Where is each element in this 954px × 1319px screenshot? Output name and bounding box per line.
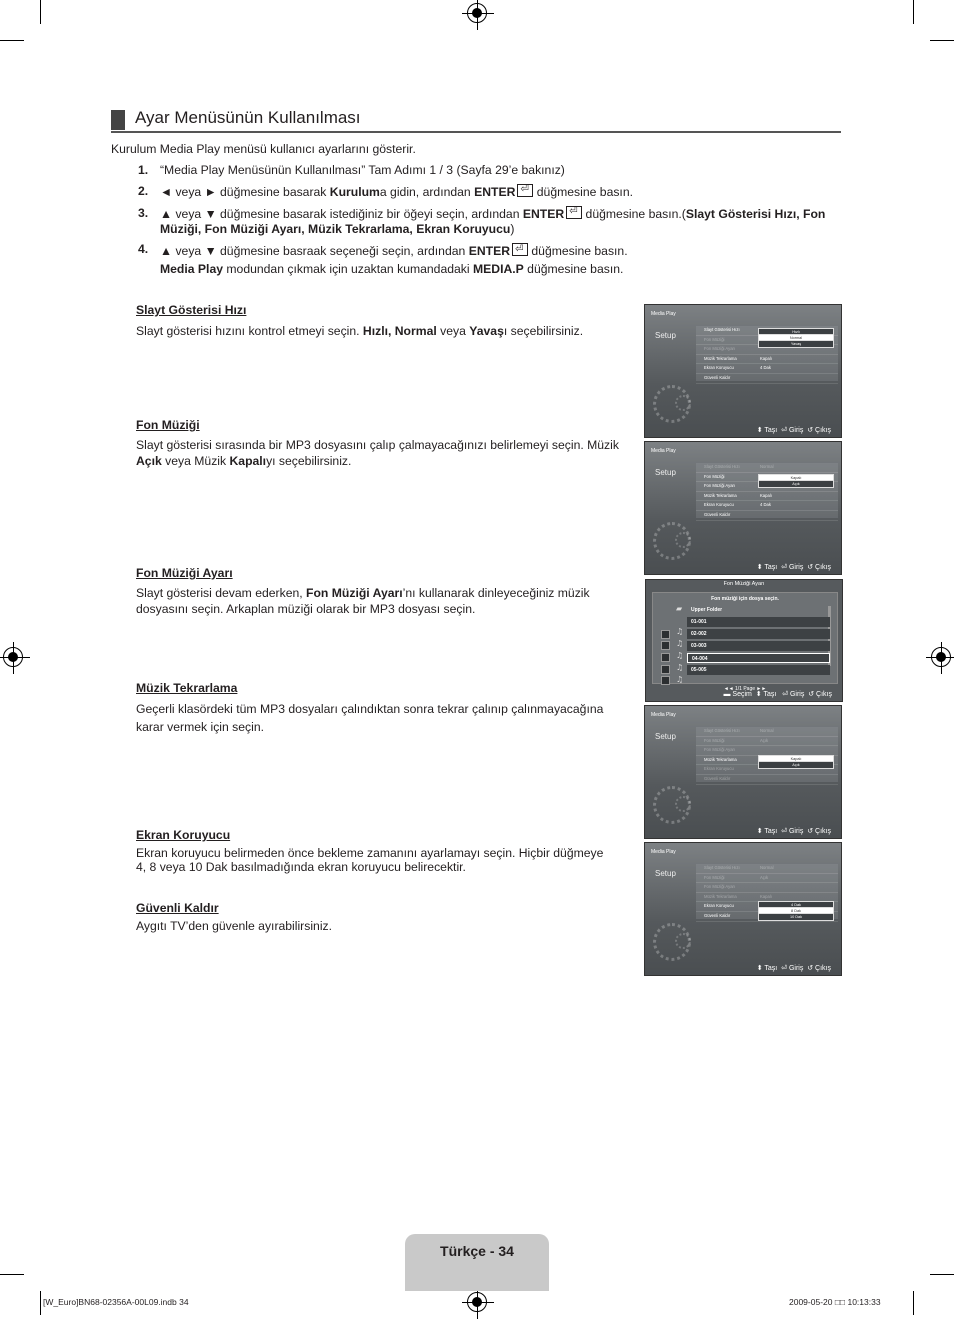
- osd-footer: ⬍ Taşı ⏎ Giriş ↺ Çıkış: [756, 965, 831, 972]
- checkbox[interactable]: [661, 665, 670, 674]
- menu-item[interactable]: Fon Müziği Ayarı: [696, 482, 838, 492]
- page-number-tab: [405, 1234, 549, 1291]
- menu-item[interactable]: Güvenli Kaldır: [696, 511, 838, 521]
- checkbox[interactable]: [661, 630, 670, 639]
- step-text: “Media Play Menüsünün Kullanılması” Tam Adımı 1 / 3 (Sayfa 29’e bakınız): [160, 163, 565, 177]
- step-text: ◄ veya ► düğmesine basarak Kuruluma gidin, ardından ENTER⏎ düğmesine basın.: [160, 184, 633, 200]
- enter-icon: [566, 206, 582, 219]
- page-number: Türkçe - 34: [440, 1243, 514, 1259]
- setup-label: Setup: [655, 331, 676, 340]
- step-number: 1.: [138, 163, 149, 177]
- section-heading: Slayt Gösterisi Hızı: [136, 303, 247, 317]
- page-indicator: ◄◄ 1/1 Page ►►: [723, 686, 767, 692]
- option-slow[interactable]: Yavaş: [758, 340, 834, 348]
- crop-mark: [40, 1291, 41, 1315]
- title-rule: [111, 131, 841, 133]
- section-heading: Fon Müziği Ayarı: [136, 566, 233, 580]
- menu-item[interactable]: Fon Müziği Açık: [696, 737, 838, 747]
- setup-menu: [696, 727, 838, 782]
- osd-screen-music-file-select: [645, 579, 843, 702]
- section-heading: Müzik Tekrarlama: [136, 681, 238, 695]
- enter-icon: [512, 243, 528, 256]
- section-text: Geçerli klasördeki tüm MP3 dosyaları çalındıktan sonra tekrar çalınıp çalınmayacağına karar vermek için seçin.: [136, 702, 604, 734]
- menu-item[interactable]: Müzik Tekrarlama Kapalı: [696, 492, 838, 502]
- section-heading: Fon Müziği: [136, 418, 200, 432]
- section-heading: Güvenli Kaldır: [136, 901, 219, 915]
- option-4-min[interactable]: 4 Dak: [758, 901, 834, 909]
- menu-item[interactable]: Slayt Gösterisi Hızı Normal: [696, 727, 838, 737]
- file-item[interactable]: 01-001: [687, 617, 830, 627]
- option-normal[interactable]: Normal: [758, 334, 834, 342]
- section-text: Slayt gösterisi sırasında bir MP3 dosyasını çalıp çalmayacağınızı belirlemeyi seçin. Müzik Açık veya Müzik Kapalıyı seçebilirsiniz.: [136, 438, 619, 468]
- media-play-logo: Media Play: [651, 311, 676, 317]
- folder-icon: ▰: [676, 604, 683, 613]
- gear-icon: [675, 395, 691, 411]
- print-footer-left: [W_Euro]BN68-02356A-00L09.indb 34: [43, 1297, 189, 1307]
- gear-icon: [675, 796, 691, 812]
- section-text: Ekran koruyucu belirmeden önce bekleme zamanını ayarlamayı seçin. Hiçbir düğmeye 4, 8 veya 10 Dak basılmadığında ekran koruyucu belirecektir.: [136, 846, 604, 874]
- step-number: 3.: [138, 206, 149, 220]
- menu-item[interactable]: Güvenli Kaldır: [696, 374, 838, 384]
- osd-footer: ▬ Seçim ⬍ Taşı ⏎ Giriş ↺ Çıkış: [723, 691, 832, 698]
- page-title: Ayar Menüsünün Kullanılması: [135, 108, 361, 127]
- osd-screen-music-repeat: [644, 705, 842, 839]
- crop-mark: [0, 40, 24, 41]
- checkbox[interactable]: [661, 653, 670, 662]
- menu-item[interactable]: Müzik Tekrarlama: [696, 756, 838, 766]
- step-number: 4.: [138, 242, 149, 256]
- section-text: Slayt gösterisi hızını kontrol etmeyi seçin. Hızlı, Normal veya Yavaşı seçebilirsiniz.: [136, 324, 584, 338]
- gear-icon: [675, 933, 691, 949]
- menu-item[interactable]: Fon Müziği: [696, 336, 838, 346]
- music-note-icon: ♫: [676, 663, 684, 672]
- menu-item[interactable]: Ekran Koruyucu 4 Dak: [696, 364, 838, 374]
- upper-folder-item[interactable]: Upper Folder: [691, 607, 723, 613]
- music-note-icon: ♫: [676, 675, 684, 684]
- osd-footer: ⬍ Taşı ⏎ Giriş ↺ Çıkış: [756, 427, 831, 434]
- section-heading: Ekran Koruyucu: [136, 828, 231, 842]
- menu-item[interactable]: Ekran Koruyucu 4 Dak: [696, 501, 838, 511]
- crop-mark: [0, 1274, 24, 1275]
- step-text: ▲ veya ▼ düğmesine basraak seçeneği seçin, ardından ENTER⏎ düğmesine basın. Media Play modundan çıkmak için uzaktan kumandadaki MEDIA.P düğmesine basın.: [160, 242, 628, 278]
- file-list: [652, 592, 838, 692]
- music-note-icon: ♫: [676, 627, 684, 636]
- setup-label: Setup: [655, 869, 676, 878]
- setup-label: Setup: [655, 732, 676, 741]
- menu-item[interactable]: Güvenli Kaldır: [696, 775, 838, 785]
- crop-mark: [40, 0, 41, 24]
- option-fast[interactable]: Hızlı: [758, 328, 834, 336]
- file-item[interactable]: 03-003: [687, 641, 830, 651]
- menu-item[interactable]: Müzik Tekrarlama Kapalı: [696, 355, 838, 365]
- menu-item[interactable]: Slayt Gösterisi Hızı Normal: [696, 463, 838, 473]
- menu-item[interactable]: Fon Müziği Ayarı: [696, 345, 838, 355]
- menu-item[interactable]: Fon Müziği Ayarı: [696, 746, 838, 756]
- registration-mark-icon: [3, 647, 23, 667]
- setup-menu: [696, 463, 838, 518]
- file-dialog-title: Fon Müziği Ayarı: [723, 581, 765, 587]
- media-play-logo: Media Play: [651, 849, 676, 855]
- music-note-icon: ♫: [676, 651, 684, 660]
- registration-mark-icon: [931, 647, 951, 667]
- menu-item[interactable]: Ekran Koruyucu: [696, 765, 838, 775]
- step-number: 2.: [138, 184, 149, 198]
- crop-mark: [913, 0, 914, 24]
- osd-screen-screensaver: [644, 842, 842, 976]
- setup-label: Setup: [655, 468, 676, 477]
- option-10-min[interactable]: 10 Dak: [758, 913, 834, 921]
- file-dialog-subtitle: Fon müziği için dosya seçin.: [711, 596, 779, 602]
- menu-item[interactable]: Fon Müziği: [696, 473, 838, 483]
- menu-item[interactable]: Fon Müziği Ayarı: [696, 883, 838, 893]
- print-footer-right: 2009-05-20 □□ 10:13:33: [789, 1297, 881, 1307]
- menu-item[interactable]: Slayt Gösterisi Hızı Normal: [696, 864, 838, 874]
- checkbox[interactable]: [661, 641, 670, 650]
- checkbox[interactable]: [661, 676, 670, 685]
- crop-mark: [930, 40, 954, 41]
- section-text: Aygıtı TV’den güvenle ayırabilirsiniz.: [136, 919, 333, 933]
- option-8-min[interactable]: 8 Dak: [758, 907, 834, 915]
- enter-icon: [517, 184, 533, 197]
- menu-item[interactable]: Slayt Gösterisi Hızı: [696, 326, 838, 336]
- title-marker: [111, 110, 125, 130]
- media-play-logo: Media Play: [651, 448, 676, 454]
- menu-item[interactable]: Güvenli Kaldır: [696, 912, 838, 922]
- file-item[interactable]: 05-005: [687, 665, 830, 675]
- intro-text: Kurulum Media Play menüsü kullanıcı ayarlarını gösterir.: [111, 142, 416, 156]
- osd-screen-slideshow-speed: [644, 304, 842, 438]
- option-on[interactable]: Açık: [758, 480, 834, 488]
- osd-footer: ⬍ Taşı ⏎ Giriş ↺ Çıkış: [756, 564, 831, 571]
- crop-mark: [930, 1274, 954, 1275]
- menu-item[interactable]: Ekran Koruyucu: [696, 902, 838, 912]
- section-text: Slayt gösterisi devam ederken, Fon Müziği Ayarı’nı kullanarak dinleyeceğiniz müzik dosyasını seçin. Arkaplan müziği olarak bir MP3 dosyası seçin.: [136, 586, 590, 616]
- file-item-selected[interactable]: 04-004: [687, 653, 830, 663]
- option-off[interactable]: Kapalı: [758, 474, 834, 482]
- step-text: ▲ veya ▼ düğmesine basarak istediğiniz bir öğeyi seçin, ardından ENTER⏎ düğmesine basın.(Slayt Gösterisi Hızı, Fon Müziği, Fon Müziği Ayarı, Müzik Tekrarlama, Ekran Koruyucu): [160, 206, 840, 237]
- osd-footer: ⬍ Taşı ⏎ Giriş ↺ Çıkış: [756, 828, 831, 835]
- crop-mark: [913, 1291, 914, 1315]
- setup-menu: [696, 864, 838, 919]
- option-on[interactable]: Açık: [758, 761, 834, 769]
- osd-screen-background-music: [644, 441, 842, 575]
- menu-item[interactable]: Müzik Tekrarlama Kapalı: [696, 893, 838, 903]
- registration-mark-icon: [467, 1292, 487, 1312]
- file-item[interactable]: 02-002: [687, 629, 830, 639]
- gear-icon: [675, 532, 691, 548]
- menu-item[interactable]: Fon Müziği Açık: [696, 874, 838, 884]
- music-note-icon: ♫: [676, 639, 684, 648]
- setup-menu: [696, 326, 838, 381]
- media-play-logo: Media Play: [651, 712, 676, 718]
- option-off[interactable]: Kapalı: [758, 755, 834, 763]
- registration-mark-icon: [467, 3, 487, 23]
